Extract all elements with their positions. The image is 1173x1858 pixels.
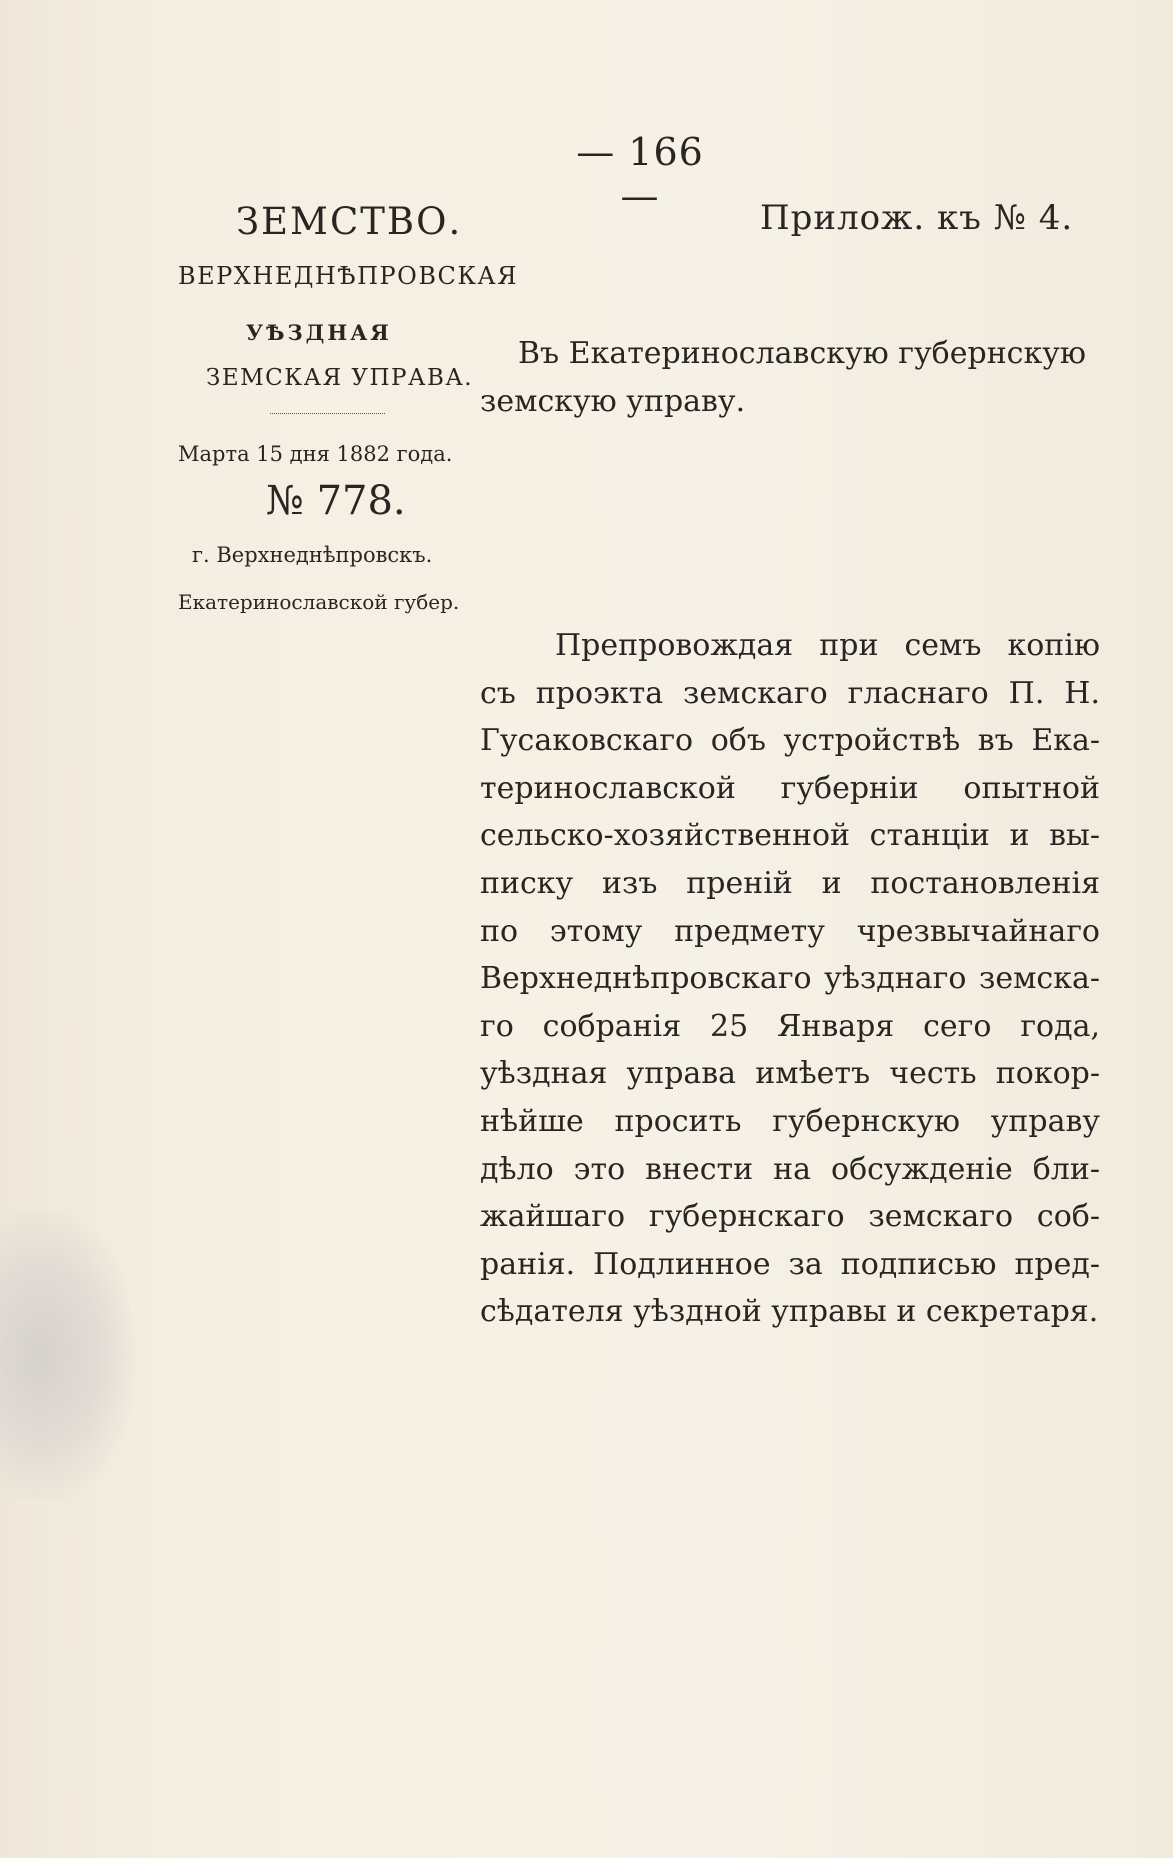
body-line: уѣздная управа имѣетъ честь покор- [480,1056,1100,1092]
body-line: сельско-хозяйственной станціи и вы- [480,818,1100,854]
body-line: съ проэкта земскаго гласнаго П. Н. [480,675,1100,711]
body-line: сѣдателя уѣздной управы и секретаря. [480,1294,1099,1330]
city-name: г. Верхнеднѣпровскъ. [192,543,433,567]
district-type: УѢЗДНАЯ [246,320,392,345]
divider [270,413,385,414]
page-number: — 166 — [576,130,704,218]
body-line: писку изъ преній и постановленія [480,865,1100,901]
addressee-line: земскую управу. [480,384,746,419]
addressee [480,330,1100,426]
paper-stain [0,1210,135,1500]
body-line: по этому предмету чрезвычайнаго [480,913,1100,949]
body-line: ранія. Подлинное за подписью пред- [480,1246,1100,1282]
letter-number: № 778. [266,478,406,524]
district-name: ВЕРХНЕДНѢПРОВСКАЯ [178,262,518,290]
attachment-label: Прилож. къ № 4. [760,198,1074,238]
body-line: теринославской губерніи опытной [480,770,1100,806]
body-line: жайшаго губернскаго земскаго соб- [480,1199,1100,1235]
body-line: Верхнеднѣпровскаго уѣзднаго земска- [480,961,1100,997]
letter-body [480,622,1100,1336]
zemstvo-heading: ЗЕМСТВО. [236,200,463,243]
body-line: Гусаковскаго объ устройствѣ въ Ека- [480,723,1100,759]
province-name: Екатеринославской губер. [178,590,460,614]
board-name: ЗЕМСКАЯ УПРАВА. [206,365,474,391]
body-line: го собранія 25 Января сего года, [480,1008,1100,1044]
body-line: Препровождая при семъ копію [555,628,1100,663]
body-line: нѣйше просить губернскую управу [480,1103,1100,1139]
letter-date: Марта 15 дня 1882 года. [178,442,453,466]
body-line: дѣло это внести на обсужденіе бли- [480,1151,1100,1187]
addressee-line: Въ Екатеринославскую губернскую [518,336,1087,371]
